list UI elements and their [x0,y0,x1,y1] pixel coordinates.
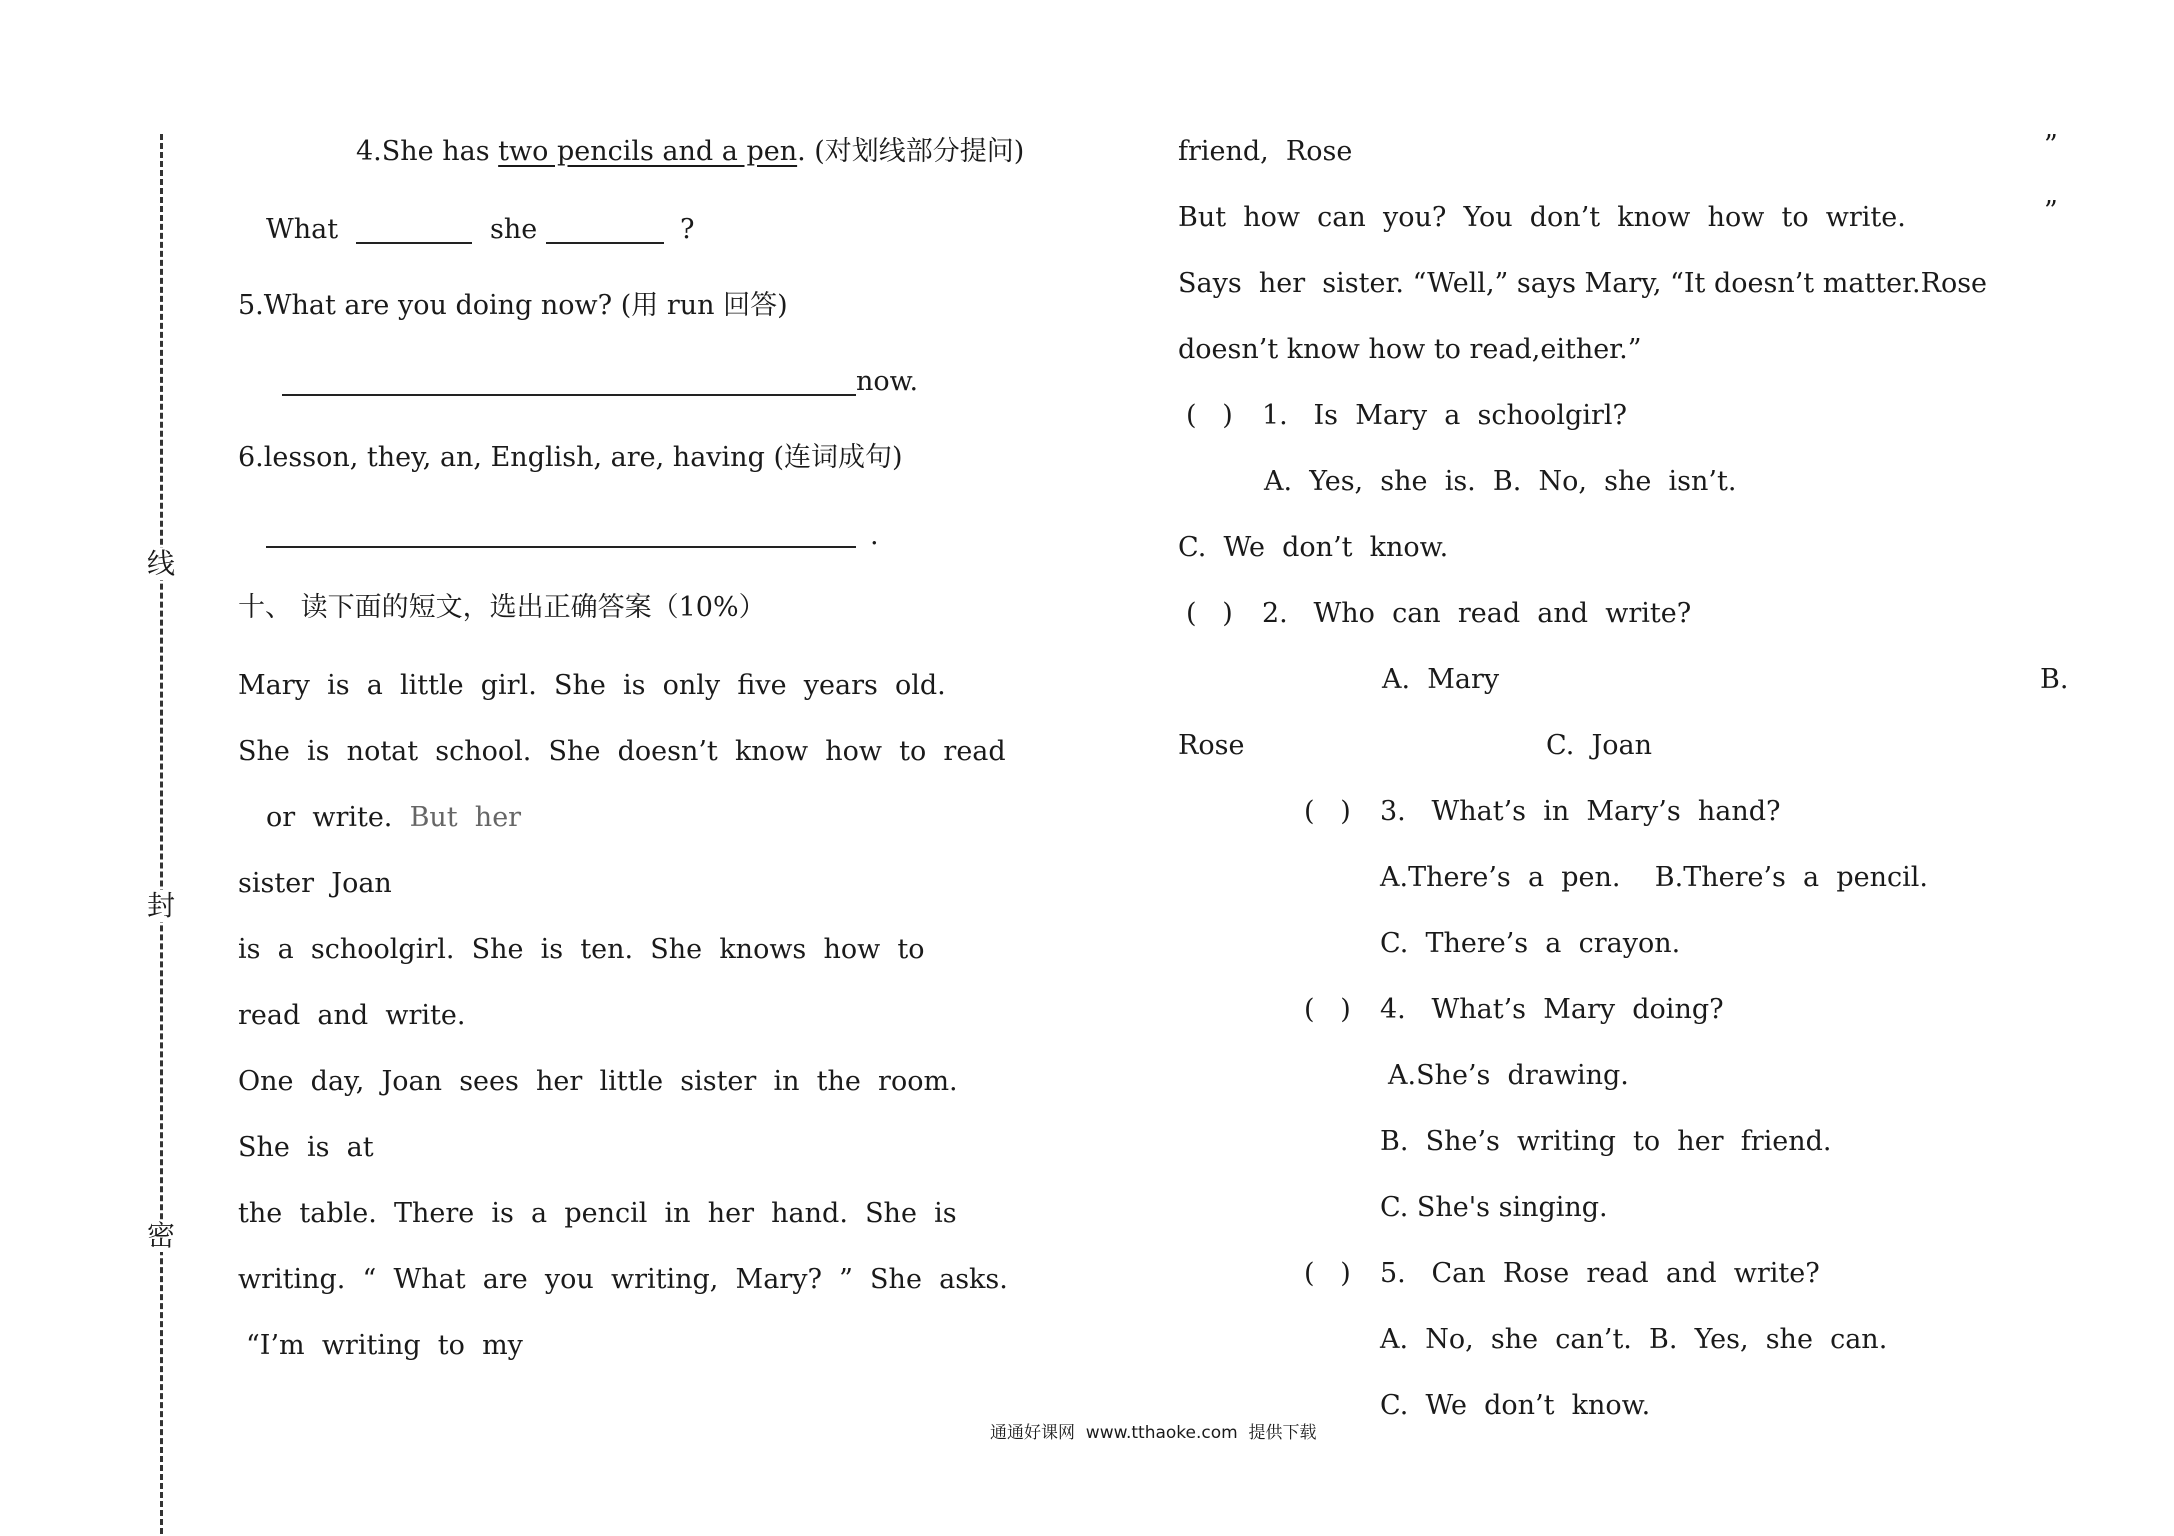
question-4-number: 4.She has [356,136,499,167]
q4-answer-blank-2[interactable] [546,242,664,244]
question-stem: 4. What’s Mary doing? [1380,994,1724,1025]
passage-line: sister Joan [238,868,392,899]
option-line: Rose [1178,730,1245,761]
option-line: A.She’s drawing. [1388,1060,1629,1091]
question-4 [356,134,1024,170]
q5-answer-suffix: now. [856,366,919,397]
option-line: B. She’s writing to her friend. [1380,1126,1832,1157]
answer-bracket[interactable]: ( ) [1304,796,1351,827]
option-line: C. There’s a crayon. [1380,928,1681,959]
passage-line: the table. There is a pencil in her hand. She is [238,1198,957,1229]
answer-bracket[interactable]: ( ) [1186,400,1233,431]
passage-line: writing. “ What are you writing, Mary? ” She asks. [238,1264,1008,1295]
answer-bracket[interactable]: ( ) [1304,994,1351,1025]
option-line: A.There’s a pen. B.There’s a pencil. [1380,862,1928,893]
passage-line [266,800,521,836]
question-stem: 3. What’s in Mary’s hand? [1380,796,1781,827]
option-line: C. Joan [1546,730,1653,761]
passage-line: She is at [238,1132,374,1163]
q6-answer-suffix: . [870,520,879,551]
option-line: A. No, she can’t. B. Yes, she can. [1380,1324,1888,1355]
q4-answer-mark: ? [680,214,695,245]
question-6: 6.lesson, they, an, English, are, having (连词成句) [238,442,903,473]
option-line: B. [2040,664,2069,695]
passage-fragment-gray: But her [409,802,522,833]
passage-line: friend, Rose [1178,136,1353,167]
question-stem: 5. Can Rose read and write? [1380,1258,1820,1289]
section-ten-title: 十、 读下面的短文，选出正确答案（10%） [238,592,766,623]
passage-line: Mary is a little girl. She is only five years old. [238,670,946,701]
option-line: A. Yes, she is. B. No, she isn’t. [1264,466,1737,497]
passage-line: “I’m writing to my [246,1330,523,1361]
binding-char-feng: 封 [146,889,175,922]
question-stem: 2. Who can read and write? [1262,598,1692,629]
q4-answer-she: she [490,214,538,245]
q6-answer-blank[interactable] [266,546,856,548]
q5-answer-blank[interactable] [282,394,856,396]
passage-line: She is notat school. She doesn’t know how to read [238,736,1006,767]
passage-line: is a schoolgirl. She is ten. She knows how to [238,934,925,965]
option-line: C. She's singing. [1380,1192,1608,1223]
q4-answer-blank-1[interactable] [356,242,472,244]
passage-line: read and write. [238,1000,466,1031]
answer-bracket[interactable]: ( ) [1304,1258,1351,1289]
question-stem: 1. Is Mary a schoolgirl? [1262,400,1627,431]
passage-line: One day, Joan sees her little sister in the room. [238,1066,958,1097]
passage-line: Says her sister. “Well,” says Mary, “It doesn’t matter.Rose [1178,268,1988,299]
question-4-instruction: . (对划线部分提问) [797,136,1025,167]
binding-char-mi: 密 [146,1219,175,1252]
option-line: C. We don’t know. [1380,1390,1651,1421]
quote-mark: ” [2044,196,2058,227]
passage-fragment: or write. [266,802,410,833]
binding-char-xian: 线 [146,547,175,580]
option-line: A. Mary [1382,664,1500,695]
option-line: C. We don’t know. [1178,532,1449,563]
question-5: 5.What are you doing now? (用 run 回答) [238,290,788,321]
passage-line: But how can you? You don’t know how to write. [1178,202,1906,233]
quote-mark: ” [2044,130,2058,161]
page-footer: 通通好课网 www.tthaoke.com 提供下载 [990,1423,1317,1443]
passage-line: doesn’t know how to read,either.” [1178,334,1642,365]
q4-answer-what: What [266,214,339,245]
question-4-underlined: two pencils and a pen [498,136,798,167]
answer-bracket[interactable]: ( ) [1186,598,1233,629]
binding-line [160,134,163,1534]
